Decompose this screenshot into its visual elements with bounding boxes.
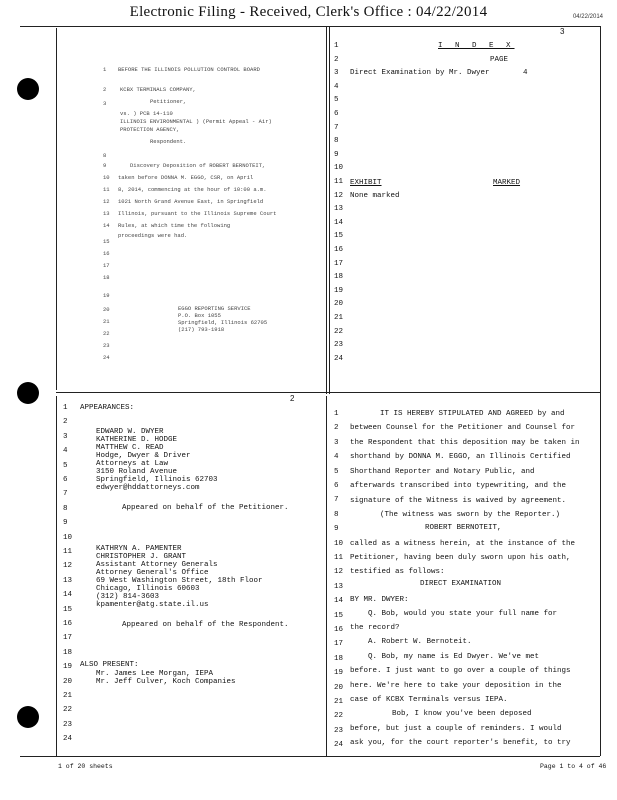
punch-hole-icon [17, 706, 39, 728]
line-number: 14 [334, 597, 344, 606]
line-number: 11 [334, 554, 344, 562]
attorney-line: 69 West Washington Street, 18th Floor [96, 577, 263, 585]
page-number: 2 [290, 394, 295, 403]
line-number: 17 [334, 640, 344, 649]
line-number: 2 [334, 424, 339, 433]
line-number: 7 [334, 496, 339, 505]
line-number: 18 [103, 274, 110, 281]
present-person: Mr. Jeff Culver, Koch Companies [96, 678, 236, 686]
line-number: 20 [103, 306, 110, 313]
line-number: 3 [334, 438, 339, 447]
page1-left-border [56, 28, 57, 390]
line-number: 16 [334, 626, 344, 634]
punch-hole-icon [17, 78, 39, 100]
transcript-line: called as a witness herein, at the instance of the [350, 540, 576, 548]
transcript-line: before, but just a couple of reminders. I would [350, 725, 562, 733]
attorney-email: kpamenter@atg.state.il.us [96, 601, 209, 609]
center-divider-top [326, 26, 327, 394]
line-number: 5 [63, 461, 68, 470]
line-number: 23 [103, 342, 110, 349]
line-number: 14 [334, 218, 344, 227]
cover-text: BEFORE THE ILLINOIS POLLUTION CONTROL BOARD [118, 66, 260, 73]
attorney-line: CHRISTOPHER J. GRANT [96, 553, 187, 561]
cover-text: Rules, at which time the following [118, 222, 231, 229]
right-border [600, 26, 601, 756]
line-number: 1 [334, 42, 339, 50]
line-number: 4 [334, 82, 339, 91]
index-title: I N D E X [438, 42, 515, 50]
line-number: 21 [334, 314, 344, 322]
line-number: 8 [103, 152, 107, 159]
attorney-line: KATHERINE D. HODGE [96, 436, 178, 444]
line-number: 8 [334, 510, 339, 519]
page2-left-border [56, 396, 57, 756]
reporter-block: P.O. Box 1055 [178, 312, 221, 319]
transcript-line: signature of the Witness is waived by agreement. [350, 497, 567, 505]
cover-text: Illinois, pursuant to the Illinois Supreme Court [118, 210, 277, 217]
attorney-line: EDWARD W. DWYER [96, 428, 164, 436]
line-number: 21 [334, 698, 344, 706]
cover-text: KCBX TERMINALS COMPANY, [120, 86, 196, 93]
line-number: 2 [103, 86, 107, 93]
line-number: 7 [334, 123, 339, 132]
cover-text: taken before DONNA M. EGGO, CSR, on April [118, 174, 254, 181]
transcript-line: afterwards transcribed into typewriting, and the [350, 482, 567, 490]
attorney-line: Chicago, Illinois 60603 [96, 585, 200, 593]
attorney-line: Hodge, Dwyer & Driver [96, 452, 191, 460]
cover-text: Petitioner, [150, 98, 187, 105]
line-number: 22 [103, 330, 110, 337]
line-number: 19 [334, 286, 344, 295]
page-column-label: PAGE [490, 56, 509, 64]
line-number: 22 [334, 712, 344, 721]
line-number: 3 [334, 69, 339, 78]
page-range: Page 1 to 4 of 46 [540, 763, 607, 770]
line-number: 24 [63, 735, 73, 744]
cover-text: 1021 North Grand Avenue East, in Springfield [118, 198, 264, 205]
center-divider-top-2 [329, 26, 330, 394]
attorney-line: MATTHEW C. READ [96, 444, 164, 452]
line-number: 8 [63, 504, 68, 513]
line-number: 14 [103, 222, 110, 229]
line-number: 16 [334, 246, 344, 254]
line-number: 15 [103, 238, 110, 245]
line-number: 16 [63, 620, 73, 628]
line-number: 1 [334, 410, 339, 418]
line-number: 12 [334, 568, 344, 577]
line-number: 20 [63, 677, 73, 686]
line-number: 19 [103, 292, 110, 299]
line-number: 20 [334, 300, 344, 309]
line-number: 11 [103, 186, 110, 193]
reporter-block: Springfield, Illinois 62705 [178, 319, 268, 326]
cover-text: Respondent. [150, 138, 187, 145]
line-number: 24 [334, 354, 344, 363]
line-number: 17 [103, 262, 110, 269]
transcript-line: the record? [350, 624, 400, 632]
line-number: 15 [334, 611, 344, 620]
line-number: 23 [334, 341, 344, 350]
direct-exam-page: 4 [523, 69, 528, 77]
exhibit-label: EXHIBIT [350, 179, 382, 187]
attorney-line: Attorney General's Office [96, 569, 209, 577]
line-number: 24 [334, 741, 344, 750]
line-number: 17 [63, 634, 73, 643]
transcript-line: between Counsel for the Petitioner and Counsel for [350, 424, 576, 432]
top-border [20, 26, 600, 27]
attorney-line: Assistant Attorney Generals [96, 561, 218, 569]
line-number: 19 [334, 669, 344, 678]
line-number: 9 [334, 525, 339, 534]
direct-exam-entry: Direct Examination by Mr. Dwyer [350, 69, 490, 77]
line-number: 7 [63, 490, 68, 499]
line-number: 18 [334, 273, 344, 282]
line-number: 10 [63, 533, 73, 542]
none-marked: None marked [350, 192, 400, 200]
appeared-petitioner: Appeared on behalf of the Petitioner. [122, 504, 289, 512]
reporter-block: (217) 793-1918 [178, 326, 225, 333]
line-number: 19 [63, 663, 73, 672]
transcript-line: Bob, I know you've been deposed [392, 710, 532, 718]
line-number: 13 [103, 210, 110, 217]
transcript-line: ask you, for the court reporter's benefit, to try [350, 739, 571, 747]
appearances-heading: APPEARANCES: [80, 404, 135, 412]
line-number: 18 [63, 648, 73, 657]
line-number: 13 [334, 205, 344, 214]
line-number: 11 [63, 548, 73, 556]
line-number: 22 [334, 327, 344, 336]
exam-heading: DIRECT EXAMINATION [420, 580, 502, 588]
line-number: 9 [334, 150, 339, 159]
line-number: 10 [103, 174, 110, 181]
line-number: 10 [334, 539, 344, 548]
center-divider-bottom [326, 396, 327, 756]
cover-text: 8, 2014, commencing at the hour of 10:00 a.m. [118, 186, 267, 193]
line-number: 13 [63, 576, 73, 585]
middle-divider [56, 392, 600, 393]
line-number: 3 [63, 432, 68, 441]
line-number: 13 [334, 582, 344, 591]
line-number: 10 [334, 164, 344, 173]
cover-text: Discovery Deposition of ROBERT BERNOTEIT, [130, 162, 266, 169]
line-number: 12 [103, 198, 110, 205]
line-number: 4 [334, 453, 339, 462]
transcript-line: the Respondent that this deposition may be taken in [350, 439, 580, 447]
transcript-line: testified as follows: [350, 568, 445, 576]
line-number: 6 [334, 482, 339, 490]
reporter-block: EGGO REPORTING SERVICE [178, 305, 251, 312]
attorney-line: Attorneys at Law [96, 460, 169, 468]
line-number: 5 [334, 467, 339, 476]
line-number: 9 [103, 162, 107, 169]
transcript-line: here. We're here to take your deposition in the [350, 682, 562, 690]
line-number: 14 [63, 591, 73, 600]
page-number: 3 [560, 27, 565, 36]
transcript-line: IT IS HEREBY STIPULATED AND AGREED by and [380, 410, 565, 418]
transcript-line: (The witness was sworn by the Reporter.) [380, 511, 561, 519]
line-number: 1 [103, 66, 107, 73]
line-number: 16 [103, 250, 110, 257]
attorney-line: KATHRYN A. PAMENTER [96, 545, 182, 553]
transcript-line: Petitioner, having been duly sworn upon his oath, [350, 554, 571, 562]
attorney-email: edwyer@hddattorneys.com [96, 484, 200, 492]
line-number: 18 [334, 654, 344, 663]
bottom-border [20, 756, 600, 757]
line-number: 9 [63, 519, 68, 528]
transcript-line: before. I just want to go over a couple of things [350, 667, 571, 675]
line-number: 21 [103, 318, 110, 325]
line-number: 6 [63, 476, 68, 484]
line-number: 4 [63, 447, 68, 456]
cover-text: ILLINOIS ENVIRONMENTAL ) (Permit Appeal - Air) [120, 118, 272, 125]
transcript-line: Q. Bob, my name is Ed Dwyer. We've met [368, 653, 540, 661]
cover-text: proceedings were had. [118, 232, 188, 239]
line-number: 23 [334, 726, 344, 735]
line-number: 22 [63, 706, 73, 715]
filing-banner: Electronic Filing - Received, Clerk's Office : 04/22/2014 [129, 4, 488, 20]
marked-label: MARKED [493, 179, 521, 187]
line-number: 2 [334, 55, 339, 64]
line-number: 1 [63, 404, 68, 412]
line-number: 23 [63, 720, 73, 729]
transcript-line: BY MR. DWYER: [350, 596, 409, 604]
sheet-count: 1 of 20 sheets [58, 763, 113, 770]
transcript-line: shorthand by DONNA M. EGGO, an Illinois Certified [350, 453, 571, 461]
present-person: Mr. James Lee Morgan, IEPA [96, 670, 214, 678]
transcript-line: Shorthand Reporter and Notary Public, and [350, 468, 535, 476]
line-number: 11 [334, 178, 344, 186]
line-number: 21 [63, 692, 73, 700]
date-stamp: 04/22/2014 [572, 14, 603, 20]
line-number: 15 [334, 232, 344, 241]
line-number: 2 [63, 418, 68, 427]
transcript-line: A. Robert W. Bernoteit. [368, 638, 472, 646]
line-number: 12 [334, 191, 344, 200]
punch-hole-icon [17, 382, 39, 404]
line-number: 15 [63, 605, 73, 614]
witness-name: ROBERT BERNOTEIT, [425, 524, 502, 532]
line-number: 24 [103, 354, 110, 361]
attorney-line: 3150 Roland Avenue [96, 468, 178, 476]
line-number: 20 [334, 683, 344, 692]
attorney-line: Springfield, Illinois 62703 [96, 476, 218, 484]
transcript-line: case of KCBX Terminals versus IEPA. [350, 696, 508, 704]
line-number: 6 [334, 110, 339, 118]
attorney-line: (312) 814-3603 [96, 593, 160, 601]
line-number: 12 [63, 562, 73, 571]
cover-text: PROTECTION AGENCY, [120, 126, 180, 133]
appeared-respondent: Appeared on behalf of the Respondent. [122, 621, 289, 629]
cover-text: vs. ) PCB 14-110 [120, 110, 173, 117]
line-number: 3 [103, 100, 107, 107]
also-present-heading: ALSO PRESENT: [80, 661, 139, 669]
line-number: 5 [334, 96, 339, 105]
line-number: 17 [334, 259, 344, 268]
transcript-line: Q. Bob, would you state your full name for [368, 610, 558, 618]
line-number: 8 [334, 137, 339, 146]
